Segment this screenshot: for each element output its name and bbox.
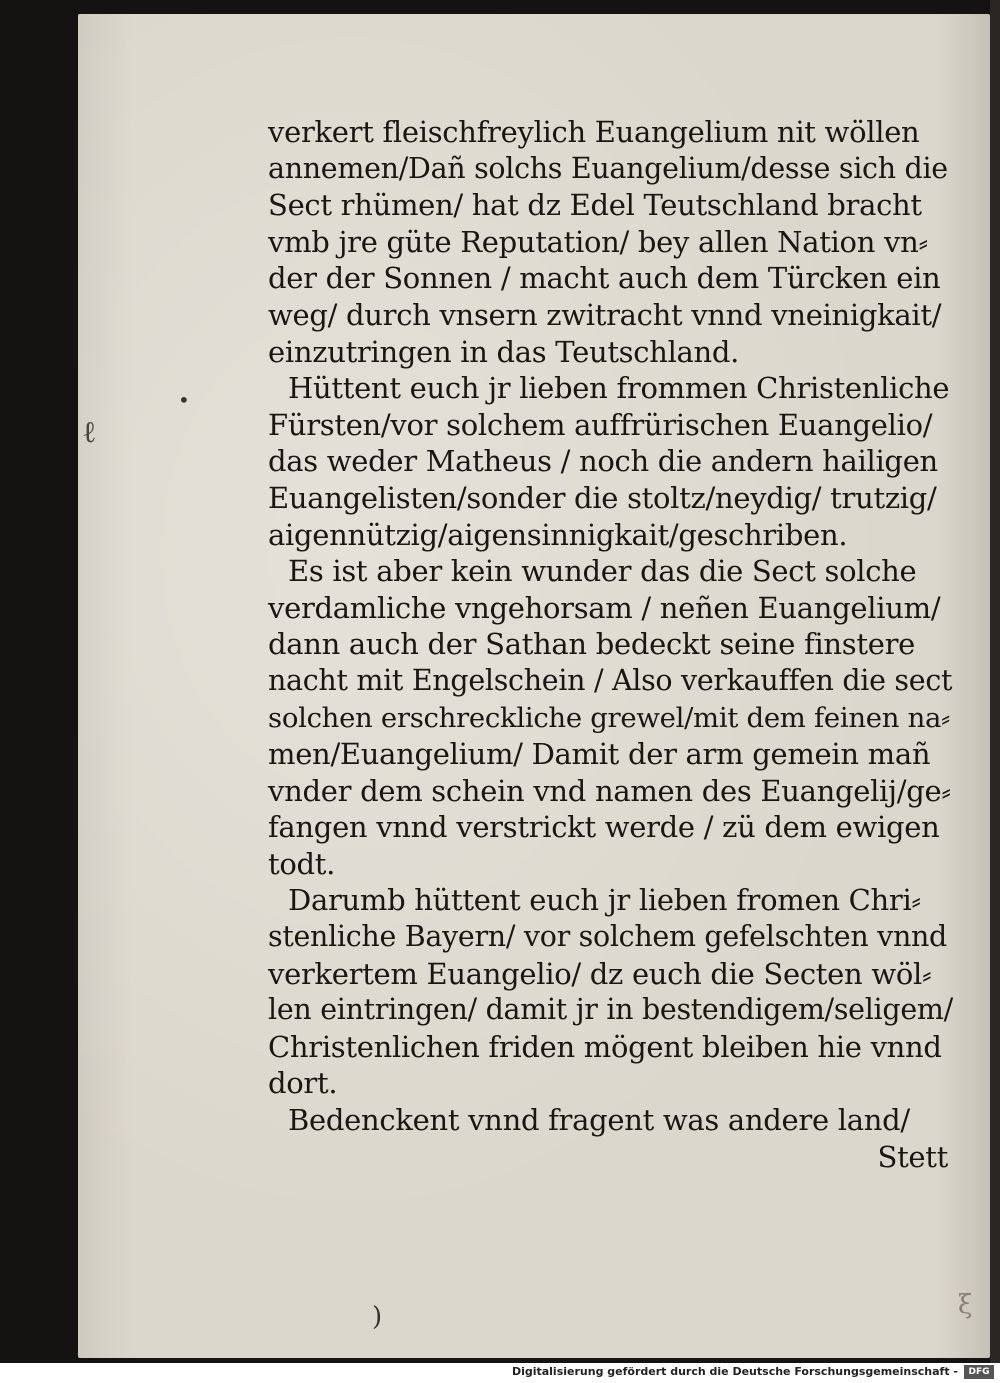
text-line: stenliche Bayern/ vor solchem gefelschten vnnd (268, 920, 947, 954)
bottom-mark: ) (372, 1302, 383, 1332)
margin-dot: • (178, 388, 190, 412)
text-line: nacht mit Engelschein / Also verkauffen die sect (268, 663, 953, 697)
text-line: vnder dem schein vnd namen des Euangelij/ge⸗ (268, 773, 951, 808)
text-line: annemen/Dañ solchs Euangelium/desse sich die (268, 151, 948, 185)
text-line: todt. (268, 846, 336, 881)
text-line: der der Sonnen / macht auch dem Türcken ein (268, 261, 941, 296)
text-line: men/Euangelium/ Damit der arm gemein mañ (268, 737, 931, 772)
footer-bar (0, 1363, 1000, 1383)
funding-notice: Digitalisierung gefördert durch die Deutsche Forschungsgemeinschaft - (511, 1365, 958, 1378)
text-line: Es ist aber kein wunder das die Sect solche (288, 554, 917, 589)
text-line: solchen erschreckliche grewel/mit dem feinen na⸗ (268, 701, 950, 734)
text-line: verdamliche vngehorsam / neñen Euangelium/ (268, 590, 941, 625)
text-line: Bedenckent vnnd fragent was andere land/ (288, 1103, 910, 1138)
text-line: einzutringen in das Teutschland. (268, 334, 740, 369)
margin-annotation: ℓ (82, 415, 97, 450)
text-line: aigennützig/aigensinnigkait/geschriben. (268, 517, 848, 552)
text-line: verkert fleischfreylich Euangelium nit wöllen (268, 115, 920, 149)
dfg-logo: DFG (964, 1365, 994, 1379)
corner-mark: ξ (958, 1290, 973, 1320)
text-line: fangen vnnd verstrickt werde / zü dem ewigen (268, 810, 940, 845)
text-line: Christenlichen friden mögent bleiben hie vnnd (268, 1029, 942, 1064)
text-line: vmb jre güte Reputation/ bey allen Nation vn⸗ (268, 224, 928, 259)
page-text-block (268, 114, 958, 1175)
text-line: len eintringen/ damit jr in bestendigem/seligem/ (268, 993, 953, 1027)
text-line: Euangelisten/sonder die stoltz/neydig/ trutzig/ (268, 480, 937, 515)
text-line: Fürsten/vor solchem auffrürischen Euangelio/ (268, 407, 933, 442)
text-line: Hüttent euch jr lieben frommen Christenliche (288, 371, 950, 406)
text-line: verkertem Euangelio/ dz euch die Secten wöl⸗ (268, 956, 932, 991)
text-line: das weder Matheus / noch die andern hailigen (268, 444, 938, 479)
text-line: dort. (268, 1066, 338, 1101)
text-line: weg/ durch vnsern zwitracht vnnd vneinigkait/ (268, 297, 942, 332)
text-line: Stett (877, 1139, 948, 1174)
text-line: Darumb hüttent euch jr lieben fromen Chri⸗ (288, 883, 921, 918)
text-line: Sect rhümen/ hat dz Edel Teutschland bracht (268, 188, 922, 223)
scan-right-edge (990, 0, 1000, 1363)
text-line: dann auch der Sathan bedeckt seine finstere (268, 627, 916, 662)
